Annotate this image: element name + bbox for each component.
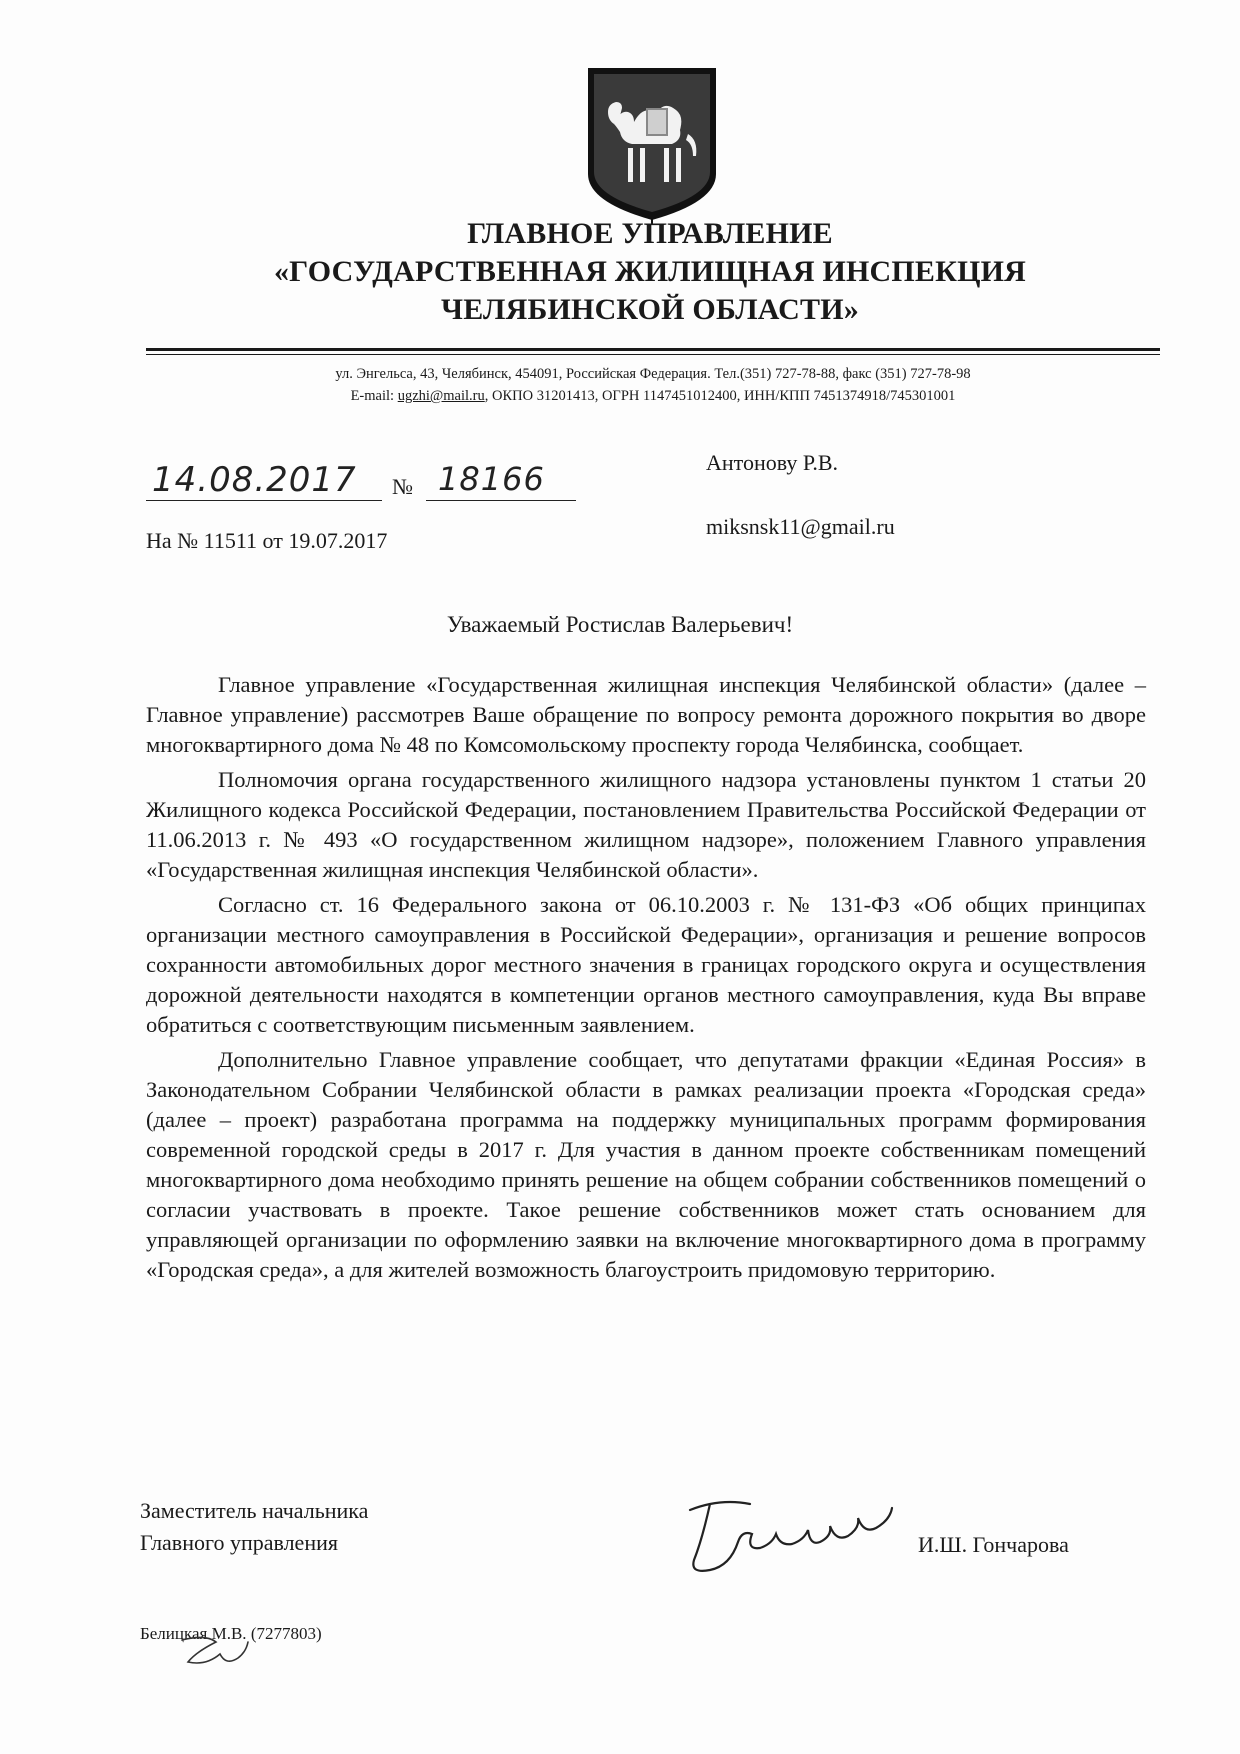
body-paragraph-2: Полномочия органа государственного жилищного надзора установлены пунктом 1 статьи 20 Жилищного кодекса Российской Федерации, постановлением Правительства Российской Федерации от 11.06.2013 г. № 493 «О государственном жилищном надзоре», положением Главного управления «Государственная жилищная инспекция Челябинской области». <box>146 767 1146 882</box>
address-line: ул. Энгельса, 43, Челябинск, 454091, Российская Федерация. Тел.(351) 727-78-88, факс (351) 727-78-98 <box>335 366 971 382</box>
number-label: № <box>392 474 413 499</box>
chelyabinsk-camel-emblem-icon <box>584 64 720 224</box>
email-prefix: E-mail: <box>350 388 398 404</box>
org-title-line-3: ЧЕЛЯБИНСКОЙ ОБЛАСТИ» <box>441 293 859 326</box>
header-rule-thick <box>146 348 1160 351</box>
executor-name: Белицкая М.В. <box>140 1624 247 1643</box>
addressee-name: Антонову Р.В. <box>706 450 839 475</box>
contacts-line <box>146 386 1160 407</box>
greeting: Уважаемый Ростислав Валерьевич! <box>446 612 794 637</box>
body-paragraph-3: Согласно ст. 16 Федерального закона от 06.10.2003 г. № 131-ФЗ «Об общих принципах организации местного самоуправления в Российской Федерации», организация и решение вопросов сохранности автомобильных дорог местного значения в границах городского округа и осуществления дорожной деятельности находятся в компетенции органов местного самоуправления, куда Вы вправе обратиться с соответствующим письменным заявлением. <box>146 892 1146 1037</box>
letter-body <box>146 670 1146 1290</box>
executor-initials-scribble <box>176 1632 256 1672</box>
reply-to-reference: На № 11511 от 19.07.2017 <box>146 528 388 553</box>
org-title-line-2: «ГОСУДАРСТВЕННАЯ ЖИЛИЩНАЯ ИНСПЕКЦИЯ <box>273 255 1027 288</box>
header-rule-thin <box>146 354 1160 355</box>
email-link[interactable]: ugzhi@mail.ru <box>397 388 485 404</box>
registry-ids: , ОКПО 31201413, ОГРН 1147451012400, ИНН/КПП 7451374918/745301001 <box>484 388 956 404</box>
addressee-email: miksnsk11@gmail.ru <box>706 514 895 539</box>
number-underline <box>426 500 576 501</box>
executor-phone: (7277803) <box>250 1624 322 1643</box>
signatory-title-line-1: Заместитель начальника <box>140 1498 369 1523</box>
signatory-title-line-2: Главного управления <box>140 1530 338 1555</box>
signatory-name: И.Ш. Гончарова <box>918 1532 1069 1557</box>
body-paragraph-1: Главное управление «Государственная жилищная инспекция Челябинской области» (далее – Главное управление) рассмотрев Ваше обращение по вопросу ремонта дорожного покрытия во дворе многоквартирного дома № 48 по Комсомольскому проспекту города Челябинска, сообщает. <box>146 672 1146 757</box>
date-underline <box>146 500 382 501</box>
handwritten-number: 18166 <box>438 460 545 498</box>
org-title-line-1: ГЛАВНОЕ УПРАВЛЕНИЕ <box>467 217 833 250</box>
handwritten-date: 14.08.2017 <box>152 460 357 500</box>
body-paragraph-4: Дополнительно Главное управление сообщает, что депутатами фракции «Единая Россия» в Законодательном Собрании Челябинской области в рамках реализации проекта «Городская среда» (далее – проект) разработана программа на поддержку муниципальных программ формирования современной городской среды в 2017 г. Для участия в данном проекте собственникам помещений многоквартирного дома необходимо принять решение на общем собрании собственников помещений о согласии участвовать в проекте. Такое решение собственников может стать основанием для управляющей организации по оформлению заявки на включение многоквартирного дома в программу «Городская среда», а для жителей возможность благоустроить придомовую территорию. <box>146 1047 1146 1282</box>
handwritten-signature <box>680 1490 910 1580</box>
